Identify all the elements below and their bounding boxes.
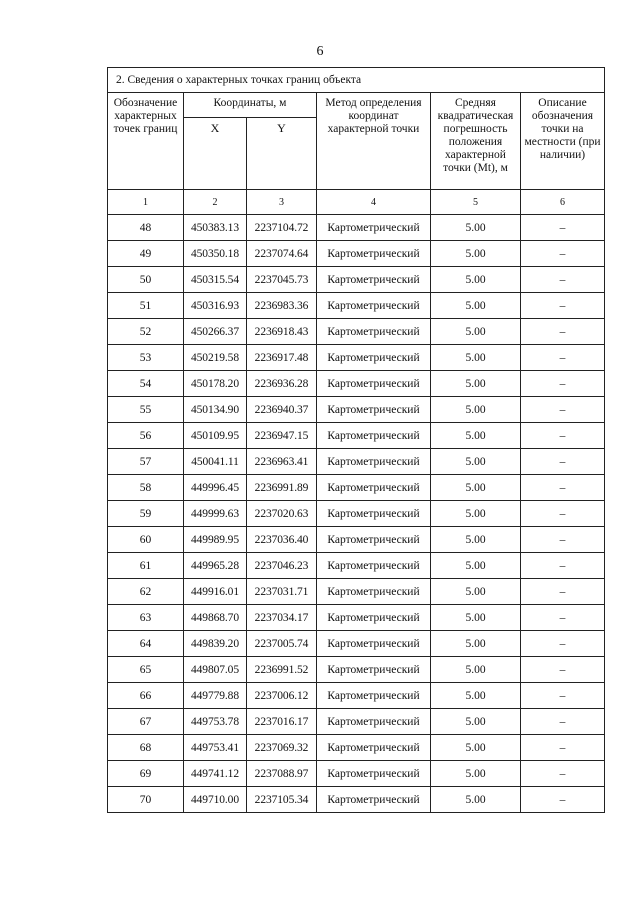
table-row [108,475,605,501]
description-cell: – [521,215,605,241]
method-cell: Картометрический [317,397,431,423]
method-cell: Картометрический [317,293,431,319]
coord-y-cell: 2237069.32 [247,735,317,761]
column-number: 3 [247,190,317,215]
point-number-cell: 65 [108,657,184,683]
point-number-cell: 61 [108,553,184,579]
method-cell: Картометрический [317,631,431,657]
column-number: 1 [108,190,184,215]
point-number-cell: 50 [108,267,184,293]
column-numbers-row [108,190,605,215]
error-cell: 5.00 [431,605,521,631]
point-number-cell: 57 [108,449,184,475]
description-cell: – [521,709,605,735]
point-number-cell: 55 [108,397,184,423]
table-row [108,761,605,787]
coord-y-cell: 2237074.64 [247,241,317,267]
coord-y-cell: 2237034.17 [247,605,317,631]
coord-x-cell: 449996.45 [184,475,247,501]
coord-y-cell: 2237088.97 [247,761,317,787]
table-row [108,683,605,709]
coord-x-cell: 449916.01 [184,579,247,605]
method-cell: Картометрический [317,475,431,501]
coord-x-cell: 449989.95 [184,527,247,553]
column-number: 2 [184,190,247,215]
method-cell: Картометрический [317,345,431,371]
method-cell: Картометрический [317,241,431,267]
description-cell: – [521,501,605,527]
point-number-cell: 54 [108,371,184,397]
method-cell: Картометрический [317,553,431,579]
table-row [108,657,605,683]
method-cell: Картометрический [317,371,431,397]
coord-y-cell: 2237046.23 [247,553,317,579]
table-row [108,267,605,293]
coord-y-cell: 2236983.36 [247,293,317,319]
section-title: 2. Сведения о характерных точках границ объекта [108,68,605,93]
error-cell: 5.00 [431,449,521,475]
coord-x-cell: 449807.05 [184,657,247,683]
description-cell: – [521,449,605,475]
coord-x-cell: 449999.63 [184,501,247,527]
table-row [108,631,605,657]
coord-y-cell: 2237104.72 [247,215,317,241]
error-cell: 5.00 [431,293,521,319]
column-number: 5 [431,190,521,215]
header-description: Описание обозначения точки на местности (при наличии) [521,93,605,190]
table-row [108,449,605,475]
error-cell: 5.00 [431,345,521,371]
table-row [108,319,605,345]
method-cell: Картометрический [317,267,431,293]
coord-x-cell: 450219.58 [184,345,247,371]
coord-x-cell: 449779.88 [184,683,247,709]
point-number-cell: 53 [108,345,184,371]
error-cell: 5.00 [431,267,521,293]
coord-x-cell: 450350.18 [184,241,247,267]
coord-x-cell: 449965.28 [184,553,247,579]
error-cell: 5.00 [431,553,521,579]
error-cell: 5.00 [431,761,521,787]
coord-x-cell: 449839.20 [184,631,247,657]
boundary-points-table [107,67,605,813]
coord-y-cell: 2236947.15 [247,423,317,449]
description-cell: – [521,423,605,449]
table-row [108,501,605,527]
coord-y-cell: 2237006.12 [247,683,317,709]
method-cell: Картометрический [317,761,431,787]
point-number-cell: 48 [108,215,184,241]
coord-x-cell: 450178.20 [184,371,247,397]
point-number-cell: 58 [108,475,184,501]
coord-x-cell: 449753.41 [184,735,247,761]
coord-x-cell: 450315.54 [184,267,247,293]
coord-y-cell: 2237045.73 [247,267,317,293]
column-number: 4 [317,190,431,215]
coord-y-cell: 2236963.41 [247,449,317,475]
coord-x-cell: 450266.37 [184,319,247,345]
table-row [108,735,605,761]
description-cell: – [521,631,605,657]
coord-x-cell: 450109.95 [184,423,247,449]
description-cell: – [521,475,605,501]
coord-y-cell: 2237005.74 [247,631,317,657]
point-number-cell: 59 [108,501,184,527]
method-cell: Картометрический [317,657,431,683]
coord-y-cell: 2236936.28 [247,371,317,397]
point-number-cell: 70 [108,787,184,813]
table-row [108,579,605,605]
error-cell: 5.00 [431,579,521,605]
error-cell: 5.00 [431,215,521,241]
table-body [108,215,605,813]
table-row [108,605,605,631]
description-cell: – [521,527,605,553]
description-cell: – [521,267,605,293]
table-row [108,527,605,553]
point-number-cell: 67 [108,709,184,735]
header-method: Метод определения координат характерной точки [317,93,431,190]
description-cell: – [521,605,605,631]
point-number-cell: 66 [108,683,184,709]
method-cell: Картометрический [317,501,431,527]
coord-x-cell: 450041.11 [184,449,247,475]
table-row [108,423,605,449]
table-row [108,241,605,267]
description-cell: – [521,345,605,371]
point-number-cell: 51 [108,293,184,319]
coord-x-cell: 450316.93 [184,293,247,319]
method-cell: Картометрический [317,605,431,631]
error-cell: 5.00 [431,475,521,501]
header-point-designation: Обозначение характерных точек границ [108,93,184,190]
point-number-cell: 69 [108,761,184,787]
table-row [108,293,605,319]
coord-x-cell: 450383.13 [184,215,247,241]
error-cell: 5.00 [431,423,521,449]
error-cell: 5.00 [431,371,521,397]
error-cell: 5.00 [431,709,521,735]
coord-x-cell: 449753.78 [184,709,247,735]
description-cell: – [521,293,605,319]
method-cell: Картометрический [317,579,431,605]
coord-x-cell: 449868.70 [184,605,247,631]
coord-y-cell: 2237105.34 [247,787,317,813]
coord-y-cell: 2237031.71 [247,579,317,605]
table-row [108,371,605,397]
header-x: X [184,118,247,190]
point-number-cell: 62 [108,579,184,605]
coord-y-cell: 2236918.43 [247,319,317,345]
description-cell: – [521,579,605,605]
point-number-cell: 60 [108,527,184,553]
error-cell: 5.00 [431,397,521,423]
error-cell: 5.00 [431,319,521,345]
coord-x-cell: 450134.90 [184,397,247,423]
point-number-cell: 68 [108,735,184,761]
coord-y-cell: 2237020.63 [247,501,317,527]
description-cell: – [521,319,605,345]
error-cell: 5.00 [431,501,521,527]
description-cell: – [521,787,605,813]
method-cell: Картометрический [317,215,431,241]
point-number-cell: 52 [108,319,184,345]
description-cell: – [521,657,605,683]
method-cell: Картометрический [317,735,431,761]
error-cell: 5.00 [431,735,521,761]
description-cell: – [521,371,605,397]
header-error: Средняя квадратическая погрешность положения характерной точки (Mt), м [431,93,521,190]
method-cell: Картометрический [317,787,431,813]
error-cell: 5.00 [431,683,521,709]
error-cell: 5.00 [431,787,521,813]
page-number: 6 [316,44,324,59]
error-cell: 5.00 [431,241,521,267]
error-cell: 5.00 [431,631,521,657]
description-cell: – [521,553,605,579]
coord-x-cell: 449741.12 [184,761,247,787]
coord-y-cell: 2237036.40 [247,527,317,553]
method-cell: Картометрический [317,319,431,345]
method-cell: Картометрический [317,683,431,709]
table-row [108,553,605,579]
point-number-cell: 64 [108,631,184,657]
coord-x-cell: 449710.00 [184,787,247,813]
point-number-cell: 63 [108,605,184,631]
error-cell: 5.00 [431,657,521,683]
coord-y-cell: 2236917.48 [247,345,317,371]
point-number-cell: 56 [108,423,184,449]
coord-y-cell: 2236940.37 [247,397,317,423]
error-cell: 5.00 [431,527,521,553]
point-number-cell: 49 [108,241,184,267]
method-cell: Картометрический [317,423,431,449]
header-y: Y [247,118,317,190]
description-cell: – [521,397,605,423]
coord-y-cell: 2237016.17 [247,709,317,735]
table-row [108,397,605,423]
table-row [108,215,605,241]
description-cell: – [521,241,605,267]
table-row [108,787,605,813]
coord-y-cell: 2236991.52 [247,657,317,683]
description-cell: – [521,683,605,709]
table-row [108,345,605,371]
column-number: 6 [521,190,605,215]
method-cell: Картометрический [317,527,431,553]
coord-y-cell: 2236991.89 [247,475,317,501]
method-cell: Картометрический [317,449,431,475]
description-cell: – [521,735,605,761]
header-coordinates: Координаты, м [184,93,317,118]
table-row [108,709,605,735]
description-cell: – [521,761,605,787]
method-cell: Картометрический [317,709,431,735]
